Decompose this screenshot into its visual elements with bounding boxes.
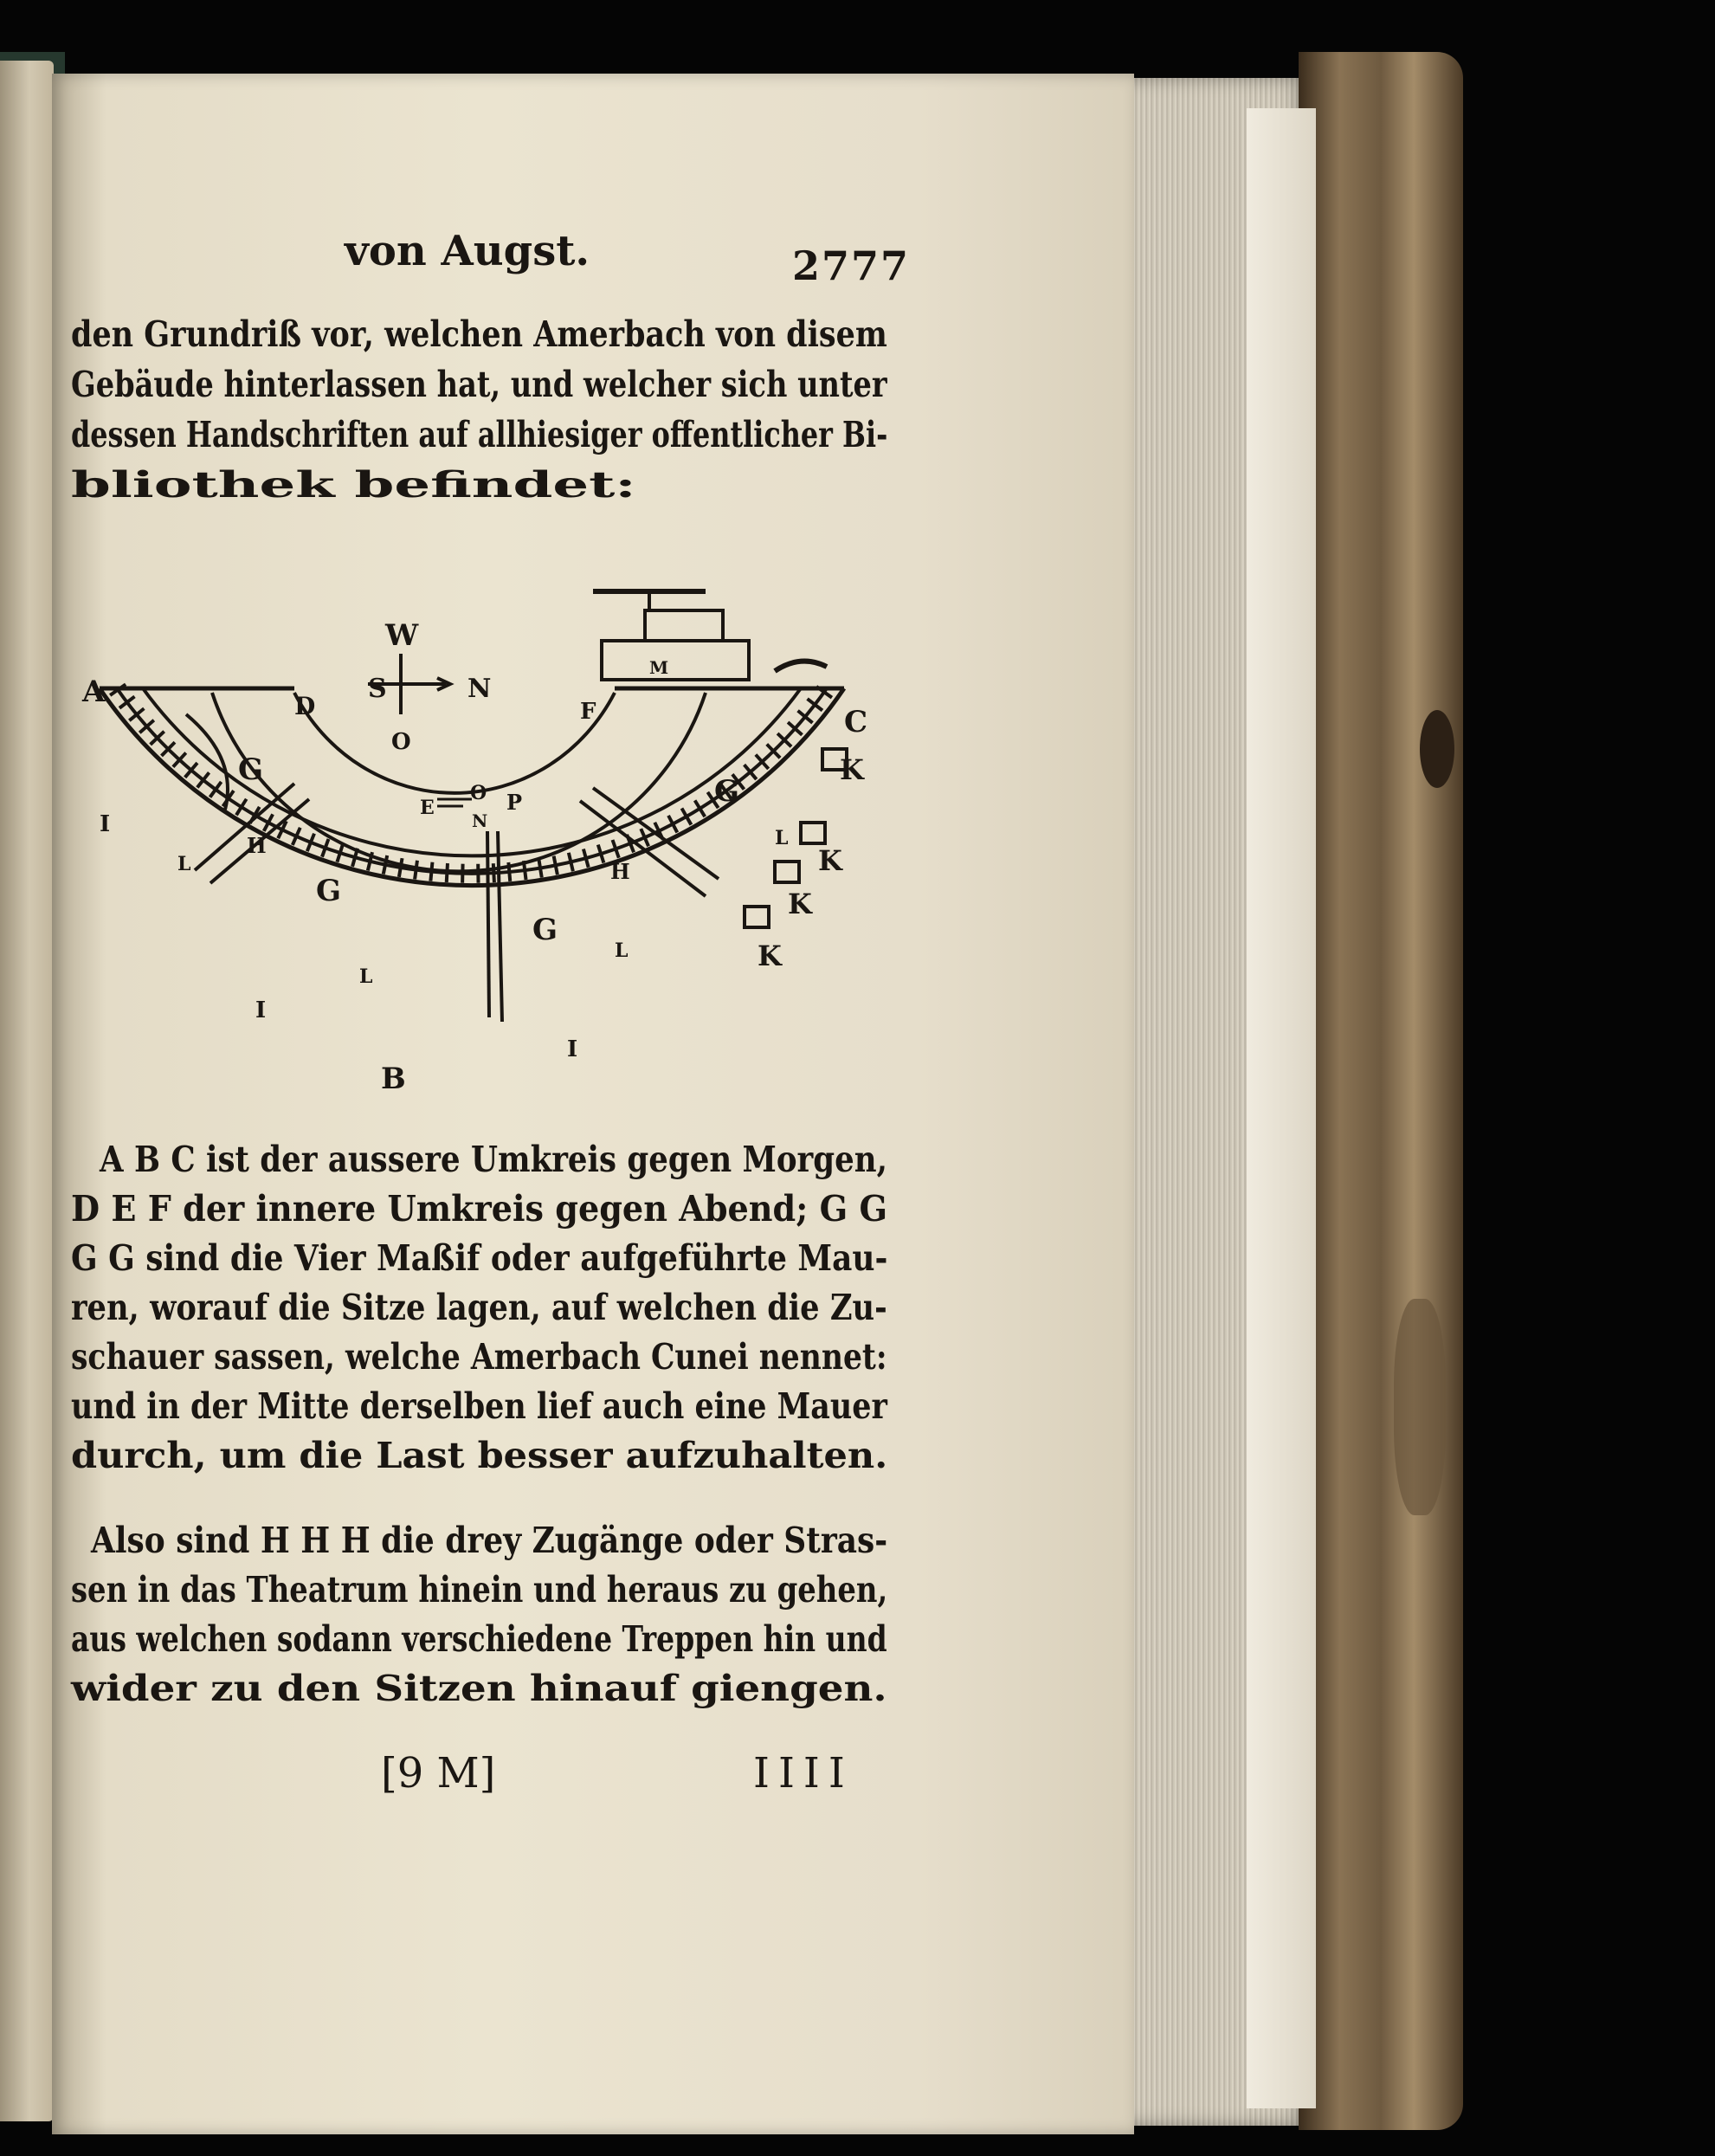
label-h: H bbox=[247, 833, 267, 858]
compass-south: S bbox=[368, 674, 387, 704]
cover-wear bbox=[1394, 1299, 1446, 1515]
label-l: L bbox=[359, 965, 373, 988]
theatre-ground-plan bbox=[82, 584, 896, 1096]
label-i: I bbox=[255, 997, 267, 1023]
label-a: A bbox=[82, 675, 106, 709]
text-line: ren, worauf die Sitze lagen, auf welchen die Zu- bbox=[71, 1287, 887, 1328]
compass-east: O bbox=[391, 729, 411, 755]
text-line: Gebäude hinterlassen hat, und welcher sich unter bbox=[71, 364, 887, 405]
label-k: K bbox=[758, 939, 782, 972]
left-page-edge bbox=[0, 61, 54, 2121]
text-line: den Grundriß vor, welchen Amerbach von disem bbox=[71, 313, 887, 355]
label-n: N bbox=[472, 810, 488, 831]
label-h: H bbox=[610, 859, 630, 884]
text-line: Also sind H H H die drey Zugänge oder Stras- bbox=[91, 1520, 888, 1561]
compass-west: W bbox=[385, 618, 419, 653]
label-c: C bbox=[844, 705, 868, 739]
label-o: O bbox=[470, 782, 487, 804]
label-b: B bbox=[381, 1062, 406, 1096]
page-block-highlight bbox=[1247, 108, 1316, 2108]
label-p: P bbox=[506, 790, 523, 815]
text-line: wider zu den Sitzen hinauf giengen. bbox=[71, 1668, 887, 1709]
label-i: I bbox=[100, 811, 111, 837]
text-line: bliothek befindet: bbox=[71, 464, 636, 506]
label-g: G bbox=[532, 913, 558, 947]
compass-north: N bbox=[467, 674, 492, 704]
text-line: G G sind die Vier Maßif oder aufgeführte Mau- bbox=[71, 1237, 888, 1279]
label-l: L bbox=[177, 853, 191, 875]
catchword: IIII bbox=[753, 1749, 854, 1798]
label-d: D bbox=[294, 692, 316, 720]
text-line: sen in das Theatrum hinein und heraus zu gehen, bbox=[71, 1569, 888, 1611]
running-head: von Augst. bbox=[345, 227, 590, 275]
text-line: aus welchen sodann verschiedene Treppen hin und bbox=[71, 1618, 887, 1660]
label-l: L bbox=[615, 939, 629, 962]
cover-stain bbox=[1420, 710, 1454, 788]
label-g: G bbox=[316, 874, 342, 908]
label-g: G bbox=[238, 752, 264, 787]
text-line: und in der Mitte derselben lief auch eine Mauer bbox=[71, 1385, 887, 1427]
label-f: F bbox=[580, 699, 596, 725]
page-number: 2777 bbox=[792, 242, 911, 289]
book-cover bbox=[1299, 52, 1463, 2130]
text-line: D E F der innere Umkreis gegen Abend; G G bbox=[71, 1188, 888, 1230]
label-g: G bbox=[714, 774, 740, 809]
label-l: L bbox=[775, 827, 789, 849]
text-line: durch, um die Last besser aufzuhalten. bbox=[71, 1435, 888, 1476]
text-line: A B C ist der aussere Umkreis gegen Morgen, bbox=[100, 1139, 887, 1180]
label-m: M bbox=[649, 657, 669, 678]
signature-mark: [9 M] bbox=[381, 1749, 496, 1798]
label-e: E bbox=[420, 797, 435, 819]
text-line: dessen Handschriften auf allhiesiger offentlicher Bi- bbox=[71, 414, 888, 455]
text-line: schauer sassen, welche Amerbach Cunei nennet: bbox=[71, 1336, 887, 1378]
label-k: K bbox=[788, 888, 812, 920]
label-i: I bbox=[567, 1036, 578, 1062]
label-k: K bbox=[840, 753, 864, 786]
label-k: K bbox=[818, 844, 842, 877]
